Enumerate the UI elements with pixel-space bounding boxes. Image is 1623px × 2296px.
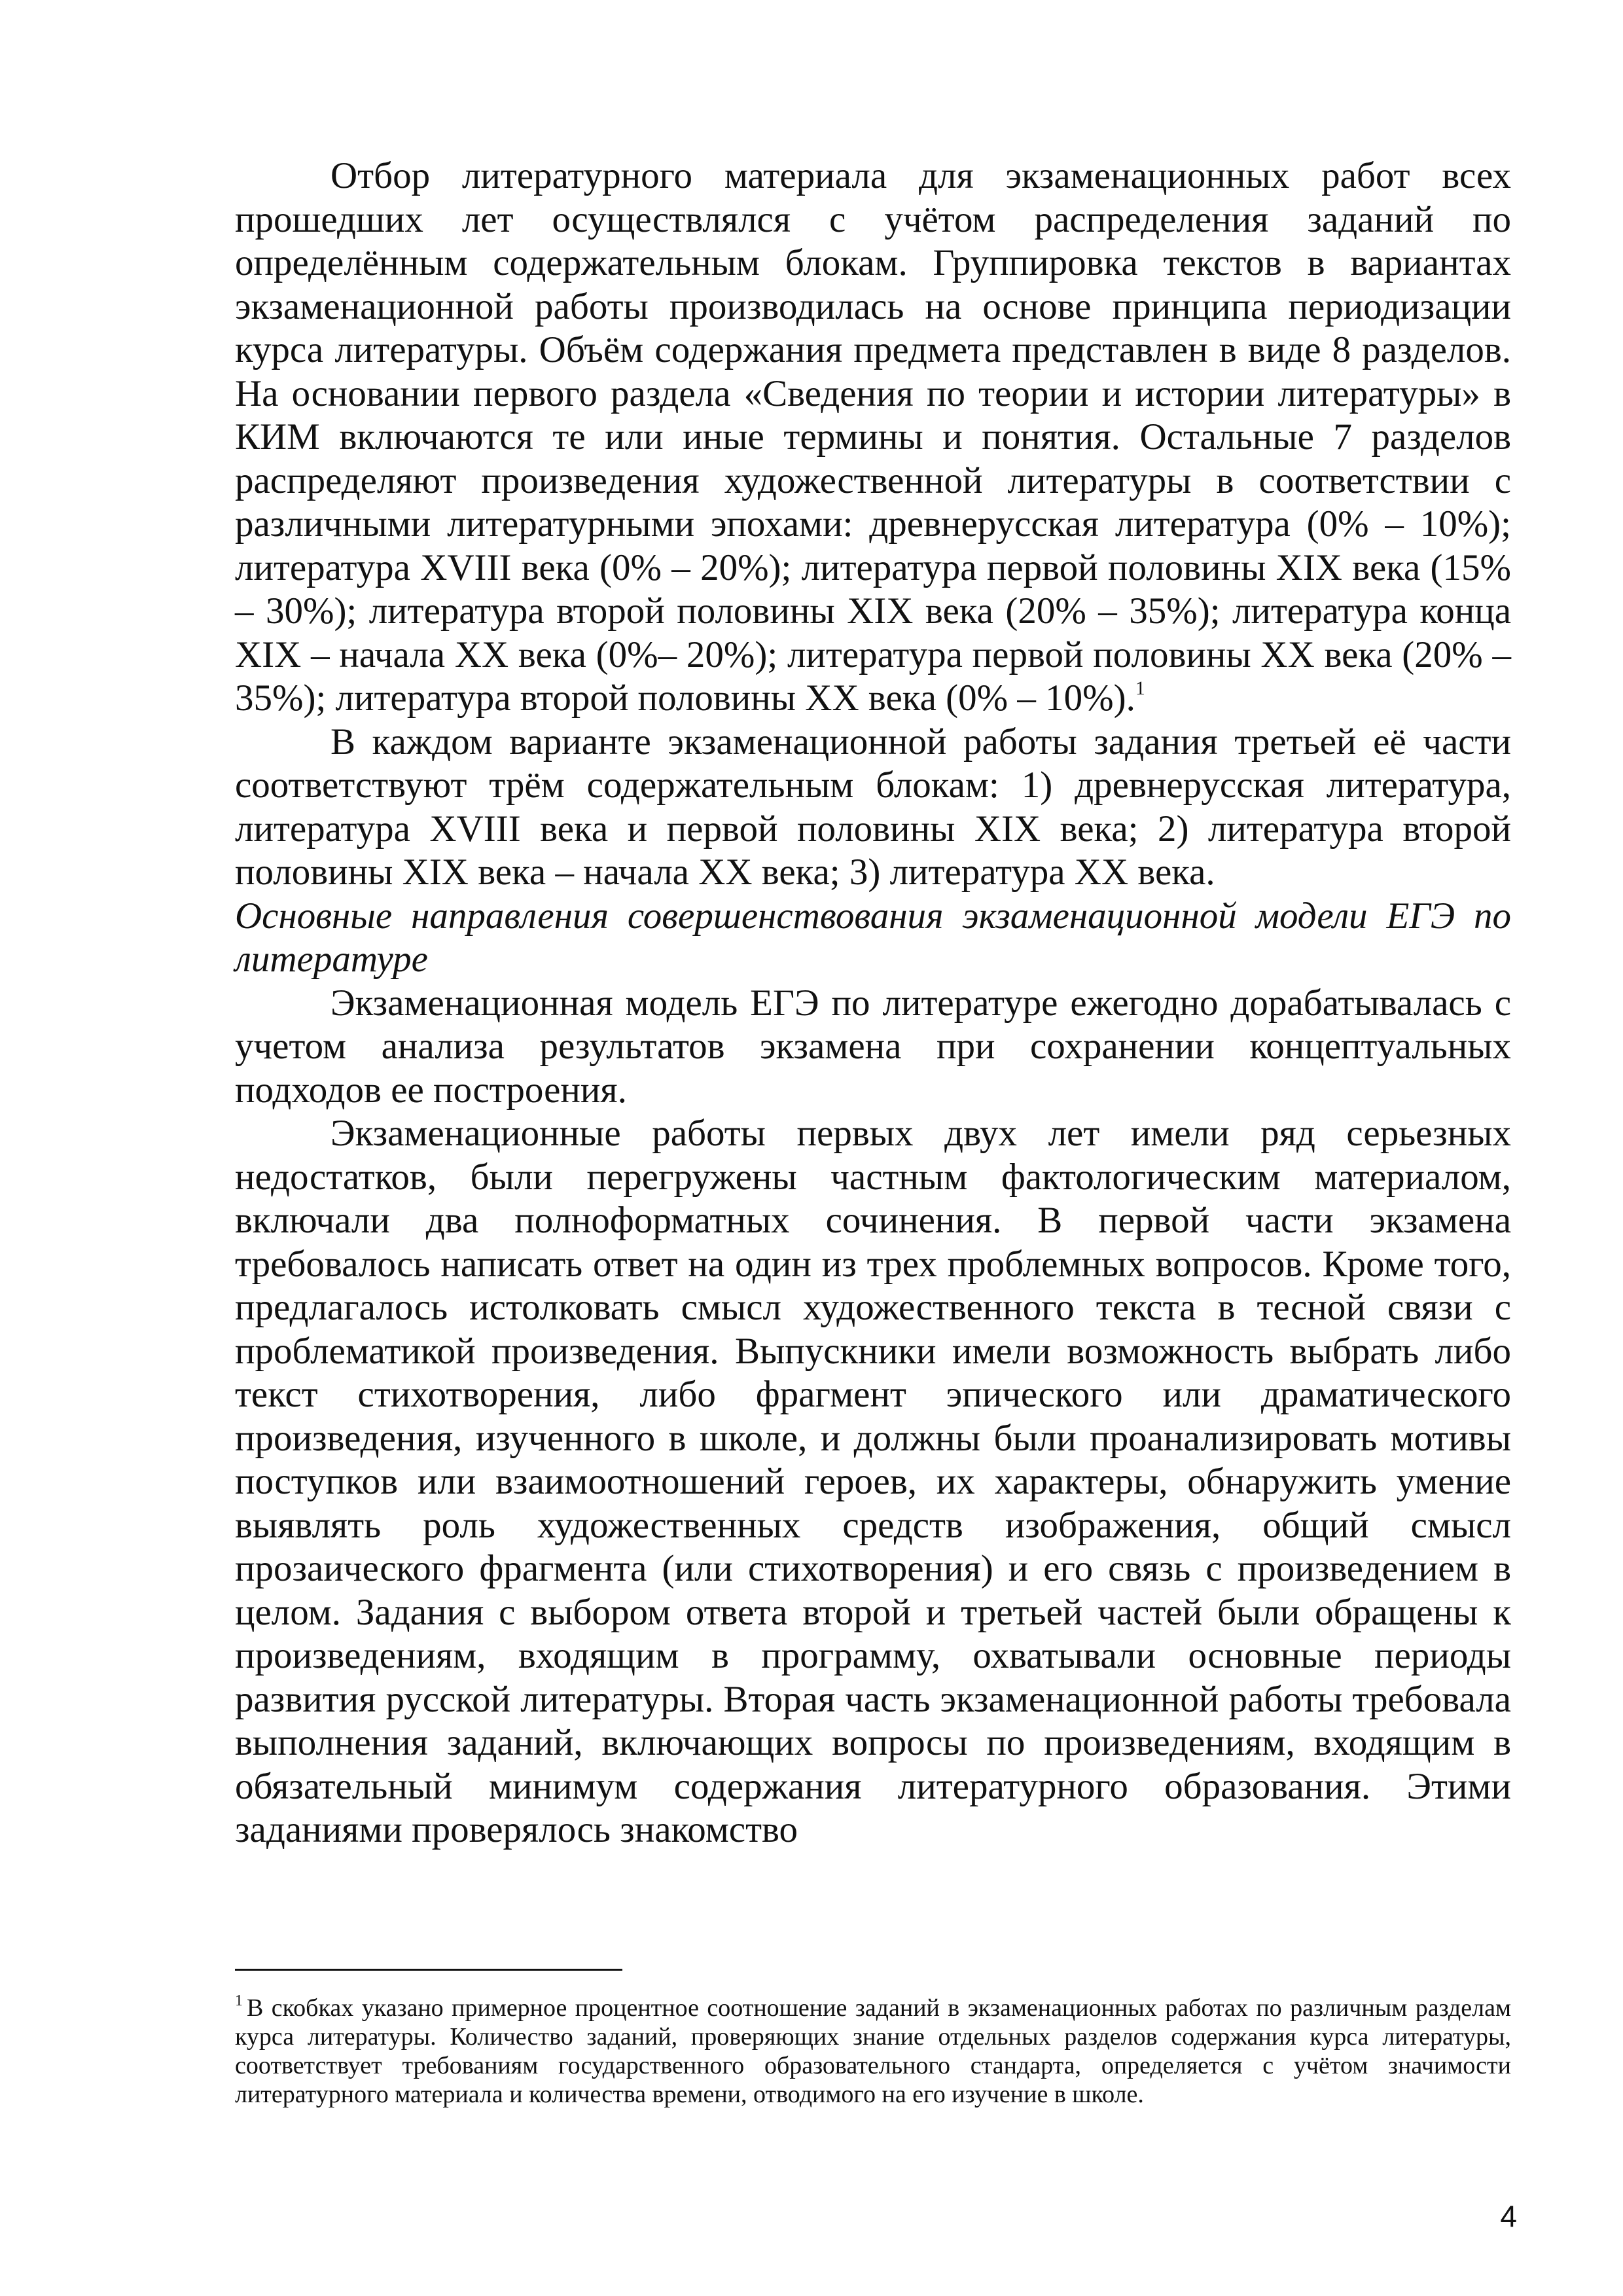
- page-number: 4: [1500, 2199, 1517, 2233]
- footnote-text: В скобках указано примерное процентное соотношение заданий в экзаменационных работах по различным разделам курса литературы. Количество заданий, проверяющих знание отдельных разделов содержания курса литературы, соответствует требованиям государственного образовательного стандарта, определяется с учётом значимости литературного материала и количества времени, отводимого на его изучение в школе.: [235, 1994, 1511, 2108]
- footnote: [235, 1994, 1511, 2109]
- paragraph-literary-material: [235, 154, 1511, 721]
- footnote-marker: 1: [235, 1992, 243, 2009]
- section-heading: Основные направления совершенствования экзаменационной модели ЕГЭ по литературе: [235, 895, 1511, 980]
- paragraph-first-years: Экзаменационные работы первых двух лет имели ряд серьезных недостатков, были перегружены частным фактологическим материалом, включали два полноформатных сочинения. В первой части экзамена требовалось написать ответ на один из трех проблемных вопросов. Кроме того, предлагалось истолковать смысл художественного текста в тесной связи с проблематикой произведения. Выпускники имели возможность выбрать либо текст стихотворения, либо фрагмент эпического или драматического произведения, изученного в школе, и должны были проанализировать мотивы поступков или взаимоотношений героев, их характеры, обнаружить умение выявлять роль художественных средств изображения, общий смысл прозаического фрагмента (или стихотворения) и его связь с произведением в целом. Задания с выбором ответа второй и третьей частей были обращены к произведениям, входящим в программу, охватывали основные периоды развития русской литературы. Вторая часть экзаменационной работы требовала выполнения заданий, включающих вопросы по произведениям, входящим в обязательный минимум содержания литературного образования. Этими заданиями проверялось знакомство: [235, 1113, 1511, 1850]
- footnote-reference: 1: [1135, 677, 1145, 699]
- paragraph-exam-model: Экзаменационная модель ЕГЭ по литературе ежегодно дорабатывалась с учетом анализа результатов экзамена при сохранении концептуальных подходов ее построения.: [235, 982, 1511, 1111]
- footnote-separator: [235, 1969, 622, 1971]
- paragraph-text: Отбор литературного материала для экзаменационных работ всех прошедших лет осуществлялся с учётом распределения заданий по определённым содержательным блокам. Группировка текстов в вариантах экзаменационной работы производилась на основе принципа периодизации курса литературы. Объём содержания предмета представлен в виде 8 разделов. На основании первого раздела «Сведения по теории и истории литературы» в КИМ включаются те или иные термины и понятия. Остальные 7 разделов распределяют произведения художественной литературы в соответствии с различными литературными эпохами: древнерусская литература (0% – 10%); литература XVIII века (0% – 20%); литература первой половины XIX века (15% – 30%); литература второй половины XIX века (20% – 35%); литература конца XIX – начала XX века (0%– 20%); литература первой половины XX века (20% – 35%); литература второй половины XX века (0% – 10%).: [235, 155, 1511, 719]
- paragraph-exam-variants: В каждом варианте экзаменационной работы задания третьей её части соответствуют трём содержательным блокам: 1) древнерусская литература, литература XVIII века и первой половины XIX века; 2) литература второй половины XIX века – начала XX века; 3) литература XX века.: [235, 721, 1511, 893]
- body-text: [235, 154, 1511, 1852]
